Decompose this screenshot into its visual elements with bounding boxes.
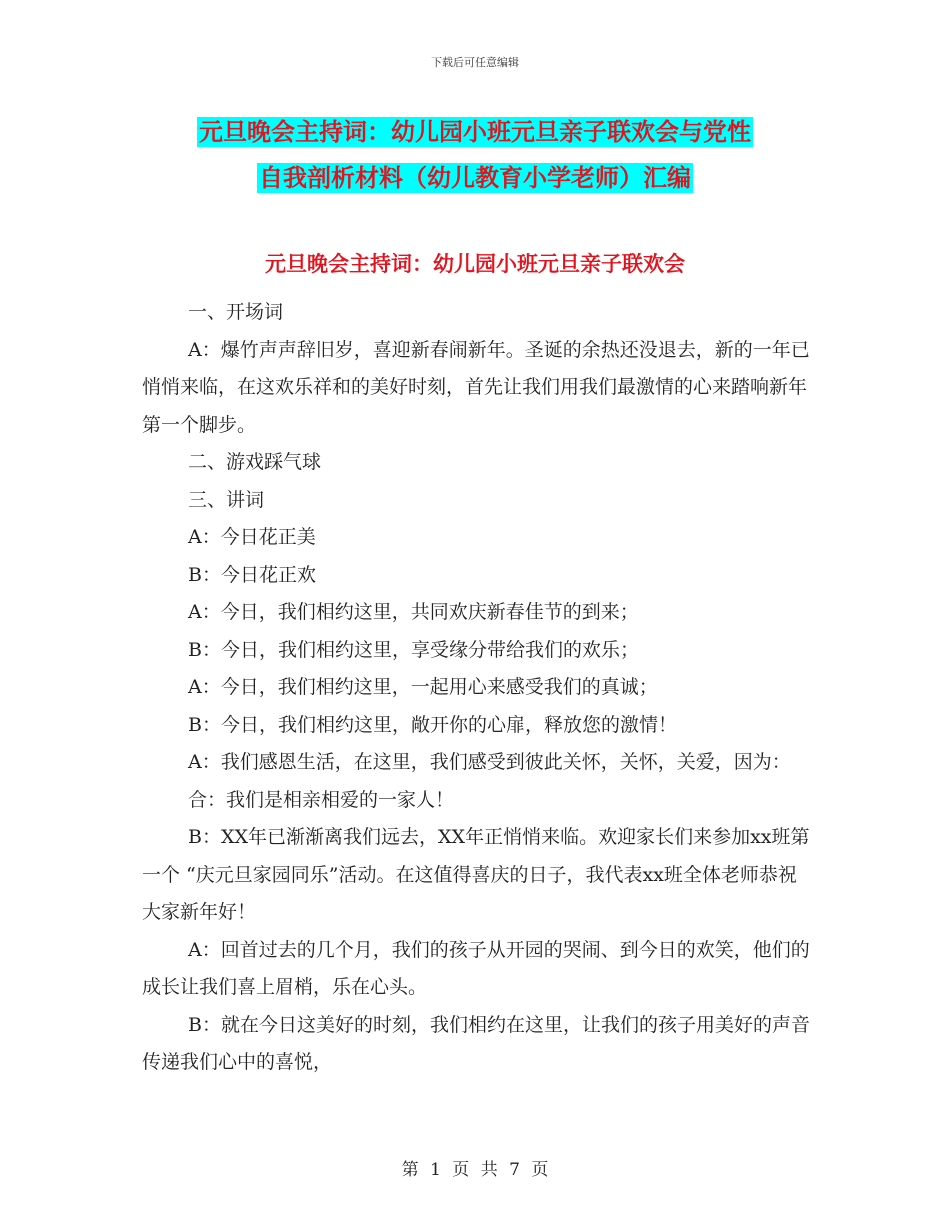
document-body: [142, 294, 812, 1082]
document-title-line-1: 元旦晚会主持词：幼儿园小班元旦亲子联欢会与党性: [199, 118, 751, 146]
page-number-footer: 第 1 页 共 7 页: [401, 1160, 549, 1180]
paragraph: A：今日，我们相约这里，一起用心来感受我们的真诚；: [188, 676, 658, 698]
paragraph: B：XX年已渐渐离我们远去，XX年正悄悄来临。欢迎家长们来参加xx班第一个 “庆元旦家园同乐”活动。在这值得喜庆的日子，我代表xx班全体老师恭祝大家新年好！: [142, 826, 810, 923]
paragraph: B：今日，我们相约这里，享受缘分带给我们的欢乐；: [188, 638, 639, 661]
document-title-line-2: 自我剖析材料（幼儿教育小学老师）汇编: [259, 164, 691, 192]
paragraph: A：我们感恩生活，在这里，我们感受到彼此关怀，关怀，关爱，因为：: [188, 751, 791, 773]
paragraph: 三、讲词: [188, 488, 265, 511]
paragraph: B：今日花正欢: [188, 563, 316, 586]
paragraph: A：回首过去的几个月，我们的孩子从开园的哭闹、到今日的欢笑，他们的成长让我们喜上眉梢，乐在心头。: [142, 938, 810, 998]
paragraph: A：爆竹声声辞旧岁，喜迎新春闹新年。圣诞的余热还没退去，新的一年已悄悄来临，在这欢乐祥和的美好时刻，首先让我们用我们最激情的心来踏响新年第一个脚步。: [142, 338, 810, 436]
paragraph: 一、开场词: [188, 301, 284, 323]
header-note: 下载后可任意编辑: [431, 56, 519, 69]
paragraph: 二、游戏踩气球: [188, 451, 322, 473]
paragraph: A：今日，我们相约这里，共同欢庆新春佳节的到来；: [188, 601, 639, 623]
paragraph: A：今日花正美: [188, 526, 316, 548]
section-title: 元旦晚会主持词：幼儿园小班元旦亲子联欢会: [265, 252, 685, 276]
paragraph: 合：我们是相亲相爱的一家人！: [188, 788, 455, 811]
paragraph: B：就在今日这美好的时刻，我们相约在这里，让我们的孩子用美好的声音传递我们心中的喜悦，: [142, 1013, 810, 1073]
paragraph: B：今日，我们相约这里，敞开你的心扉，释放您的激情！: [188, 713, 677, 736]
